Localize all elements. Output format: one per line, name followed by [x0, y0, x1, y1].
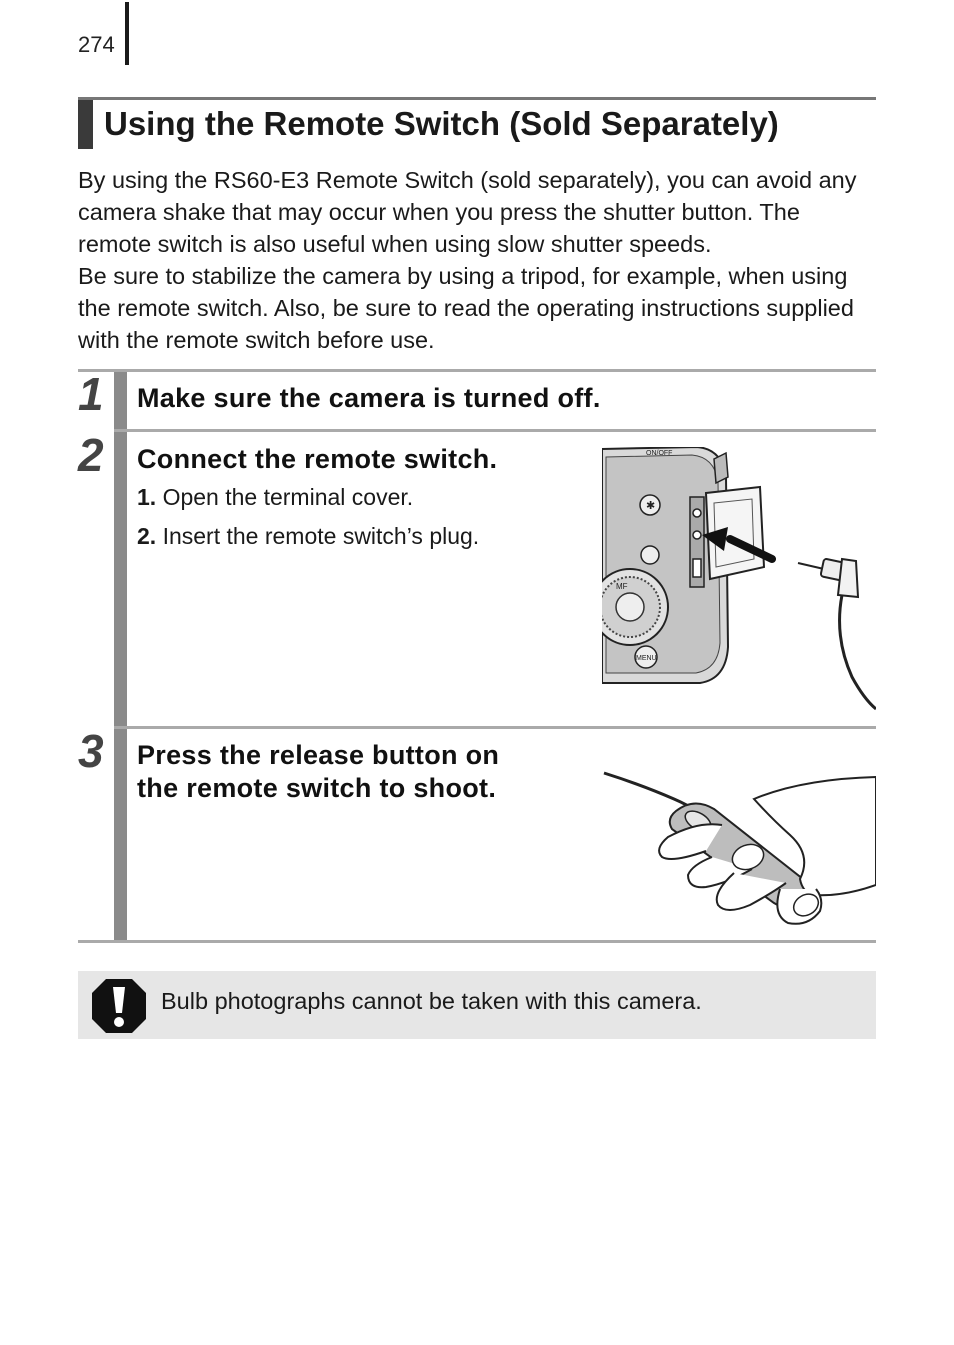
menu-label: MENU: [636, 655, 657, 662]
intro-paragraph-1: By using the RS60-E3 Remote Switch (sold separately), you can avoid any camera shake that may occur when you press the shutter button. The remote switch is also useful when using slow shutter speeds.: [78, 167, 857, 257]
steps-side-bar: [114, 372, 127, 940]
substep-number: 2.: [137, 523, 157, 549]
section-header: [78, 97, 876, 149]
intro-text: [78, 164, 878, 356]
step-separator: [114, 429, 876, 432]
step-1-title: Make sure the camera is turned off.: [137, 383, 601, 413]
step-2-substep-2: [137, 523, 479, 550]
substep-text: Insert the remote switch’s plug.: [162, 523, 480, 549]
step-3-title-line-2: the remote switch to shoot.: [137, 773, 497, 803]
step-separator: [114, 726, 876, 729]
section-header-marker: [78, 100, 93, 149]
page-number-divider: [125, 2, 129, 65]
step-2-substep-1: [137, 484, 413, 511]
page-number: 274: [78, 32, 115, 57]
section-title: Using the Remote Switch (Sold Separately): [104, 105, 779, 142]
remote-switch-hand-illustration: [602, 765, 876, 935]
steps-panel: [78, 369, 876, 943]
dial-label: MF: [616, 582, 628, 591]
power-label: ON/OFF: [646, 450, 673, 457]
steps-top-rule: [78, 369, 876, 372]
step-1-number: 1: [78, 368, 104, 420]
substep-text: Open the terminal cover.: [162, 484, 414, 510]
caution-note-text: Bulb photographs cannot be taken with this camera.: [161, 988, 702, 1014]
step-2-number: 2: [78, 429, 104, 481]
section-header-rule: [78, 97, 876, 100]
step-2-title: Connect the remote switch.: [137, 444, 498, 474]
caution-icon: [92, 979, 146, 1033]
steps-bottom-rule: [78, 940, 876, 943]
intro-paragraph-2: Be sure to stabilize the camera by using a tripod, for example, when using the remote switch. Also, be sure to read the operating instructions supplied with the remote switch before use.: [78, 263, 854, 353]
substep-number: 1.: [137, 484, 157, 510]
step-3-title-line-1: Press the release button on: [137, 740, 500, 770]
svg-text:✱: ✱: [646, 500, 656, 512]
step-3-number: 3: [78, 725, 104, 777]
camera-terminal-illustration: [602, 447, 876, 717]
caution-note: [78, 971, 876, 1039]
